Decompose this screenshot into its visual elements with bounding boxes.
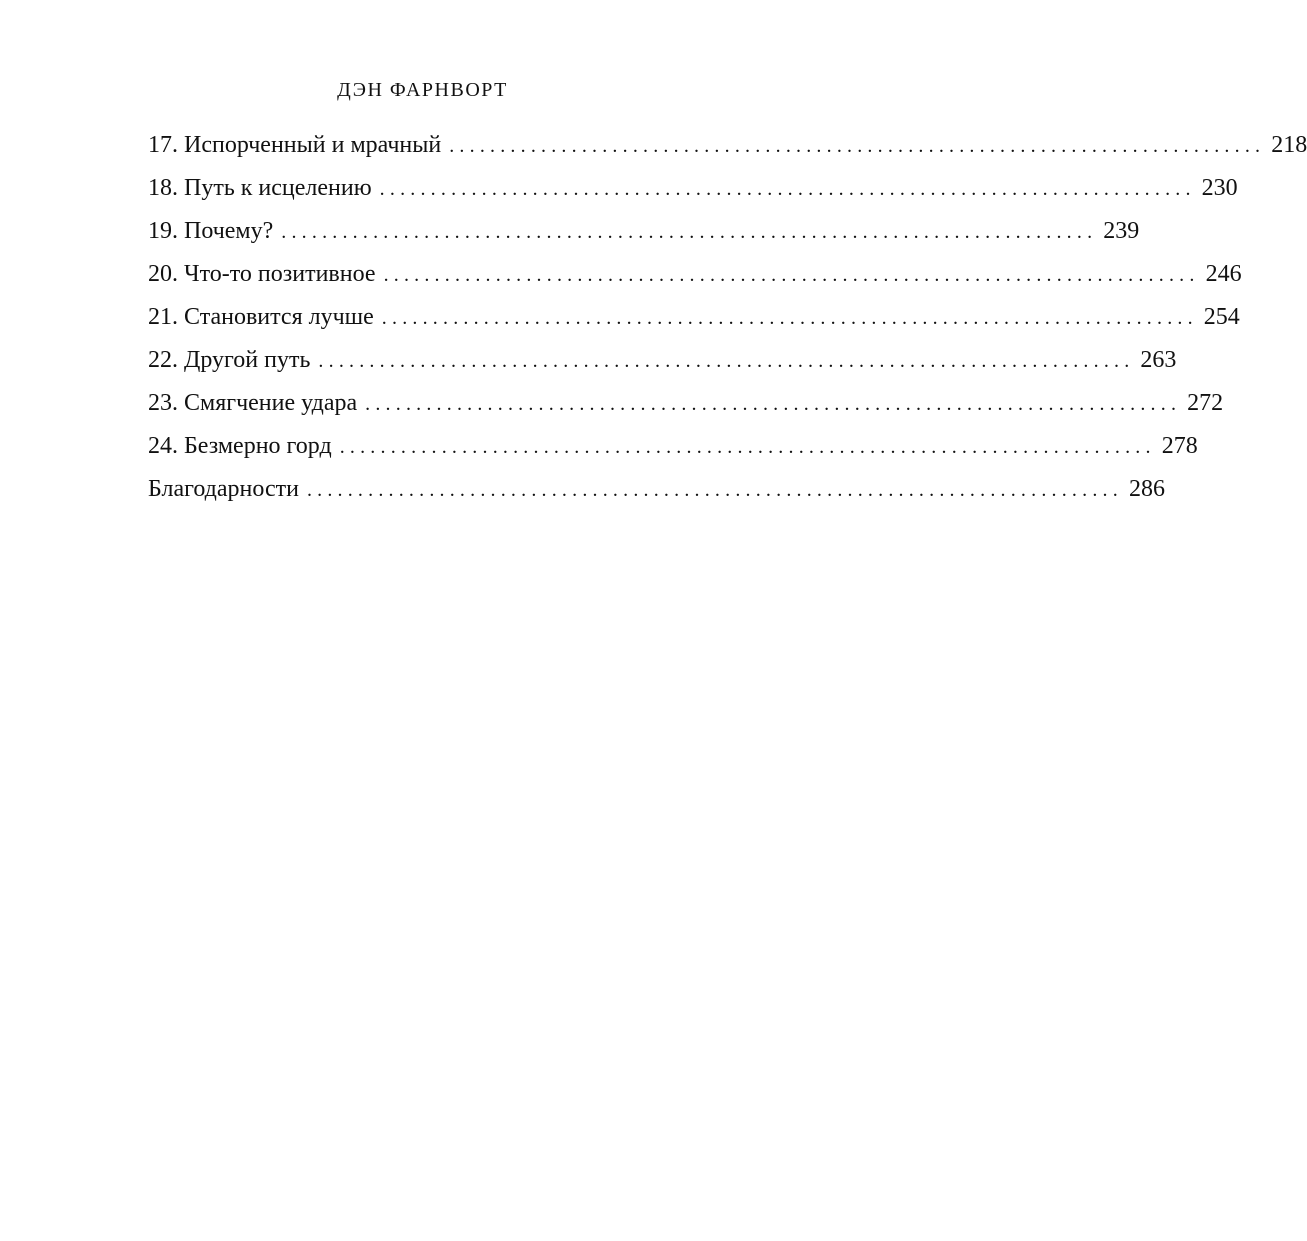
toc-leader-dots: ................................................................................ bbox=[339, 436, 1156, 458]
toc-entry bbox=[148, 217, 1140, 260]
toc-entry-page: 278 bbox=[1161, 433, 1198, 459]
toc-leader-dots: ................................................................................ bbox=[381, 307, 1198, 329]
toc-entry bbox=[148, 174, 1238, 217]
toc-entry bbox=[148, 131, 1307, 174]
toc-leader-dots: ................................................................................ bbox=[318, 350, 1135, 372]
toc-entry bbox=[148, 303, 1240, 346]
toc-entry bbox=[148, 260, 1242, 303]
toc-entry-page: 239 bbox=[1103, 218, 1140, 244]
toc-entry-page: 218 bbox=[1271, 132, 1307, 158]
toc-entry-title: 19. Почему? bbox=[148, 218, 274, 244]
toc-entry bbox=[148, 432, 1198, 475]
toc-leader-dots: ................................................................................ bbox=[365, 393, 1182, 415]
toc-entry-page: 263 bbox=[1140, 347, 1177, 373]
toc-entry-title: Благодарности bbox=[148, 476, 299, 502]
toc-leader-dots: ................................................................................ bbox=[281, 221, 1098, 243]
toc-entry-title: 24. Безмерно горд bbox=[148, 433, 332, 459]
toc-entry-title: 17. Испорченный и мрачный bbox=[148, 132, 442, 158]
toc-entry bbox=[148, 475, 1165, 518]
toc-entry bbox=[148, 389, 1224, 432]
toc-leader-dots: ................................................................................ bbox=[383, 264, 1200, 286]
table-of-contents bbox=[148, 131, 1307, 518]
toc-entry-page: 230 bbox=[1201, 175, 1238, 201]
toc-leader-dots: ................................................................................ bbox=[306, 479, 1123, 501]
toc-entry-title: 20. Что-то позитивное bbox=[148, 261, 376, 287]
toc-entry-title: 18. Путь к исцелению bbox=[148, 175, 372, 201]
toc-leader-dots: ................................................................................ bbox=[379, 178, 1196, 200]
toc-entry-page: 254 bbox=[1203, 304, 1240, 330]
toc-entry-page: 246 bbox=[1205, 261, 1242, 287]
toc-entry-title: 21. Становится лучше bbox=[148, 304, 374, 330]
toc-entry-title: 22. Другой путь bbox=[148, 347, 311, 373]
running-head: ДЭН ФАРНВОРТ bbox=[337, 79, 508, 101]
toc-entry bbox=[148, 346, 1177, 389]
toc-entry-page: 286 bbox=[1128, 476, 1165, 502]
toc-leader-dots: ................................................................................ bbox=[449, 135, 1266, 157]
toc-entry-title: 23. Смягчение удара bbox=[148, 390, 358, 416]
toc-entry-page: 272 bbox=[1187, 390, 1224, 416]
